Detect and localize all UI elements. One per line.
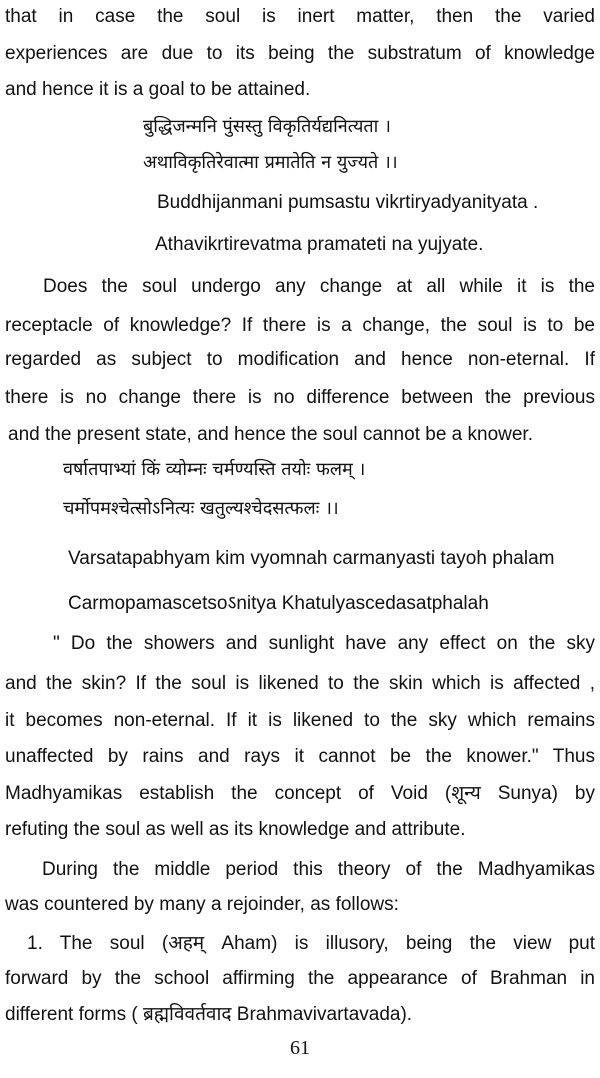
text-line: and hence it is a goal to be attained. (5, 79, 311, 100)
text-line: Madhyamikas establish the concept of Void (शून्य Sunya) by (5, 783, 595, 804)
text-line: unaffected by rains and rays it cannot be the knower." Thus (5, 746, 595, 767)
text-line: refuting the soul as well as its knowledge and attribute. (5, 819, 466, 840)
transliteration-line: Buddhijanmani pumsastu vikrtiryadyanityata . (157, 192, 539, 213)
text-line: different forms ( ब्रह्मविवर्तवाद Brahmavivartavada). (5, 1004, 413, 1025)
text-line: experiences are due to its being the substratum of knowledge (5, 43, 595, 64)
sanskrit-verse-line: चर्मोपमश्चेत्सोऽनित्यः खतुल्यश्चेदसत्फलः ।। (63, 498, 339, 519)
transliteration-line: Carmopamascetsoऽnitya Khatulyascedasatphalah (68, 593, 489, 614)
text-line: receptacle of knowledge? If there is a change, the soul is to be (5, 315, 595, 336)
text-line: and the skin? If the soul is likened to the skin which is affected , (5, 673, 595, 694)
transliteration-line: Athavikrtirevatma pramateti na yujyate. (155, 234, 484, 255)
text-line: During the middle period this theory of the Madhyamikas (42, 859, 595, 880)
sanskrit-verse-line: वर्षातपाभ्यां किं व्योम्नः चर्मण्यस्ति तयोः फलम् । (63, 459, 366, 480)
sanskrit-verse-line: अथाविकृतिरेवात्मा प्रमातेति न युज्यते ।। (143, 152, 398, 173)
text-line: 1. The soul (अहम् Aham) is illusory, being the view put (27, 933, 595, 954)
text-line: " Do the showers and sunlight have any effect on the sky (53, 633, 595, 654)
transliteration-line: Varsatapabhyam kim vyomnah carmanyasti tayoh phalam (68, 548, 555, 569)
text-line: forward by the school affirming the appearance of Brahman in (5, 968, 595, 989)
sanskrit-verse-line: बुद्धिजन्मनि पुंसस्तु विकृतिर्यद्यनित्यता । (143, 116, 391, 137)
text-line: it becomes non-eternal. If it is likened to the sky which remains (5, 710, 595, 731)
text-line: was countered by many a rejoinder, as follows: (5, 894, 399, 915)
text-line: there is no change there is no difference between the previous (5, 387, 595, 408)
text-line: and the present state, and hence the soul cannot be a knower. (8, 424, 533, 445)
text-line: Does the soul undergo any change at all while it is the (43, 276, 595, 297)
page-number: 61 (290, 1037, 310, 1059)
text-line: regarded as subject to modification and hence non-eternal. If (5, 349, 595, 370)
text-line: that in case the soul is inert matter, then the varied (5, 6, 595, 27)
